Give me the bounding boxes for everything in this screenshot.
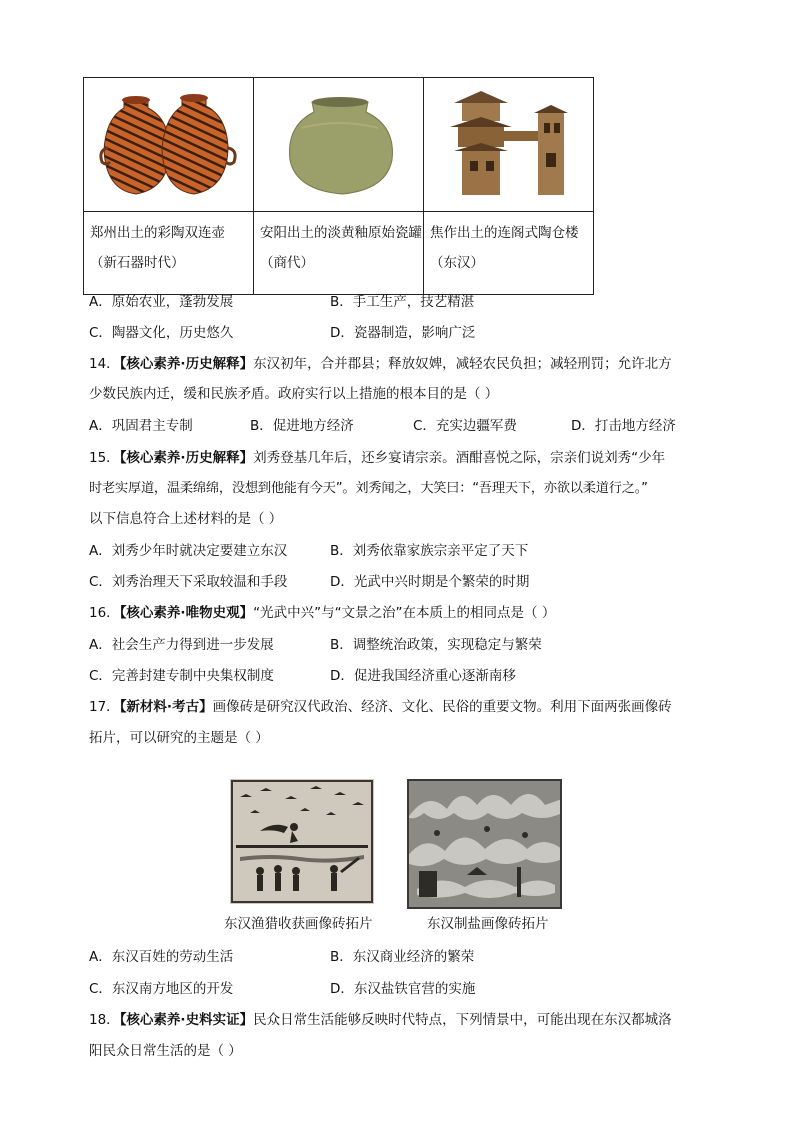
question-tag: 【新材料·考古】 (119, 699, 213, 715)
artifact-caption-1 (84, 212, 254, 295)
question-text: 画像砖是研究汉代政治、经济、文化、民俗的重要文物。利用下面两张画像砖 (212, 699, 672, 715)
q13-option-a[interactable]: A．原始农业，蓬勃发展 (89, 294, 234, 310)
artifact-table (83, 77, 594, 295)
rubbing-caption-fishing: 东汉渔猎收获画像砖拓片 (224, 916, 373, 932)
artifact-caption-3 (424, 212, 594, 295)
artifact-period: （新石器时代） (90, 255, 185, 271)
artifact-name: 郑州出土的彩陶双连壶 (90, 225, 225, 241)
question-number: 17． (89, 699, 120, 715)
q13-option-c[interactable]: C．陶器文化，历史悠久 (89, 325, 234, 341)
question-number: 14． (89, 356, 120, 372)
q13-option-b[interactable]: B．手工生产，技艺精湛 (330, 294, 475, 310)
q16-option-a[interactable]: A．社会生产力得到进一步发展 (89, 637, 274, 653)
q18-stem-line1 (89, 1010, 672, 1030)
question-tag: 【核心素养·史料实证】 (119, 1012, 254, 1028)
question-number: 16． (89, 605, 120, 621)
q17-stem-line2: 拓片，可以研究的主题是（ ） (89, 730, 269, 746)
question-number: 15． (89, 450, 120, 466)
q14-option-a[interactable]: A．巩固君主专制 (89, 418, 193, 434)
double-pot-image (84, 78, 254, 212)
artifact-period: （东汉） (430, 255, 484, 271)
question-tag: 【核心素养·历史解释】 (119, 450, 254, 466)
salt-making-rubbing-image (407, 779, 562, 909)
artifact-name: 焦作出土的连阁式陶仓楼 (430, 225, 579, 241)
question-tag: 【核心素养·历史解释】 (119, 356, 254, 372)
question-text: 民众日常生活能够反映时代特点，下列情景中，可能出现在东汉都城洛 (253, 1012, 672, 1028)
q14-option-d[interactable]: D．打击地方经济 (571, 418, 676, 434)
question-number: 18． (89, 1012, 120, 1028)
q17-option-d[interactable]: D．东汉盐铁官营的实施 (330, 981, 476, 997)
question-text: “光武中兴”与“文景之治”在本质上的相同点是（ ） (253, 605, 556, 621)
fishing-hunting-rubbing-image (230, 779, 374, 904)
q14-option-c[interactable]: C．充实边疆军费 (413, 418, 517, 434)
q15-option-c[interactable]: C．刘秀治理天下采取较温和手段 (89, 574, 288, 590)
q17-option-a[interactable]: A．东汉百姓的劳动生活 (89, 949, 234, 965)
question-text: 东汉初年，合并郡县；释放奴婢，减轻农民负担；减轻刑罚；允许北方 (253, 356, 672, 372)
q15-stem-line1 (89, 448, 665, 468)
q15-option-b[interactable]: B．刘秀依靠家族宗亲平定了天下 (330, 543, 529, 559)
q15-stem-line2: 时老实厚道，温柔绵绵，没想到他能有今天”。刘秀闻之，大笑曰：“吾理天下，亦欲以柔道行之。” (89, 481, 648, 496)
q16-option-b[interactable]: B．调整统治政策，实现稳定与繁荣 (330, 637, 542, 653)
q16-option-c[interactable]: C．完善封建专制中央集权制度 (89, 668, 274, 684)
q15-stem-line3: 以下信息符合上述材料的是（ ） (89, 511, 283, 527)
q18-stem-line2: 阳民众日常生活的是（ ） (89, 1043, 242, 1059)
pottery-granary-tower-image (424, 78, 594, 212)
q13-option-d[interactable]: D．瓷器制造，影响广泛 (330, 325, 476, 341)
artifact-caption-2 (254, 212, 424, 295)
q14-option-b[interactable]: B．促进地方经济 (250, 418, 354, 434)
q14-stem-line1 (89, 354, 672, 374)
q16-option-d[interactable]: D．促进我国经济重心逐渐南移 (330, 668, 516, 684)
artifact-name: 安阳出土的淡黄釉原始瓷罐 (260, 225, 422, 241)
q15-option-a[interactable]: A．刘秀少年时就决定要建立东汉 (89, 543, 288, 559)
celadon-jar-image (254, 78, 424, 212)
artifact-period: （商代） (260, 255, 314, 271)
q15-option-d[interactable]: D．光武中兴时期是个繁荣的时期 (330, 574, 530, 590)
q16-stem-line1 (89, 603, 555, 623)
q17-option-c[interactable]: C．东汉南方地区的开发 (89, 981, 234, 997)
rubbing-caption-salt: 东汉制盐画像砖拓片 (427, 916, 549, 932)
question-text: 刘秀登基几年后，还乡宴请宗亲。酒酣喜悦之际，宗亲们说刘秀“少年 (253, 450, 666, 466)
q14-stem-line2: 少数民族内迁，缓和民族矛盾。政府实行以上措施的根本目的是（ ） (89, 386, 499, 402)
q17-stem-line1 (89, 697, 672, 717)
q17-option-b[interactable]: B．东汉商业经济的繁荣 (330, 949, 475, 965)
question-tag: 【核心素养·唯物史观】 (119, 605, 254, 621)
